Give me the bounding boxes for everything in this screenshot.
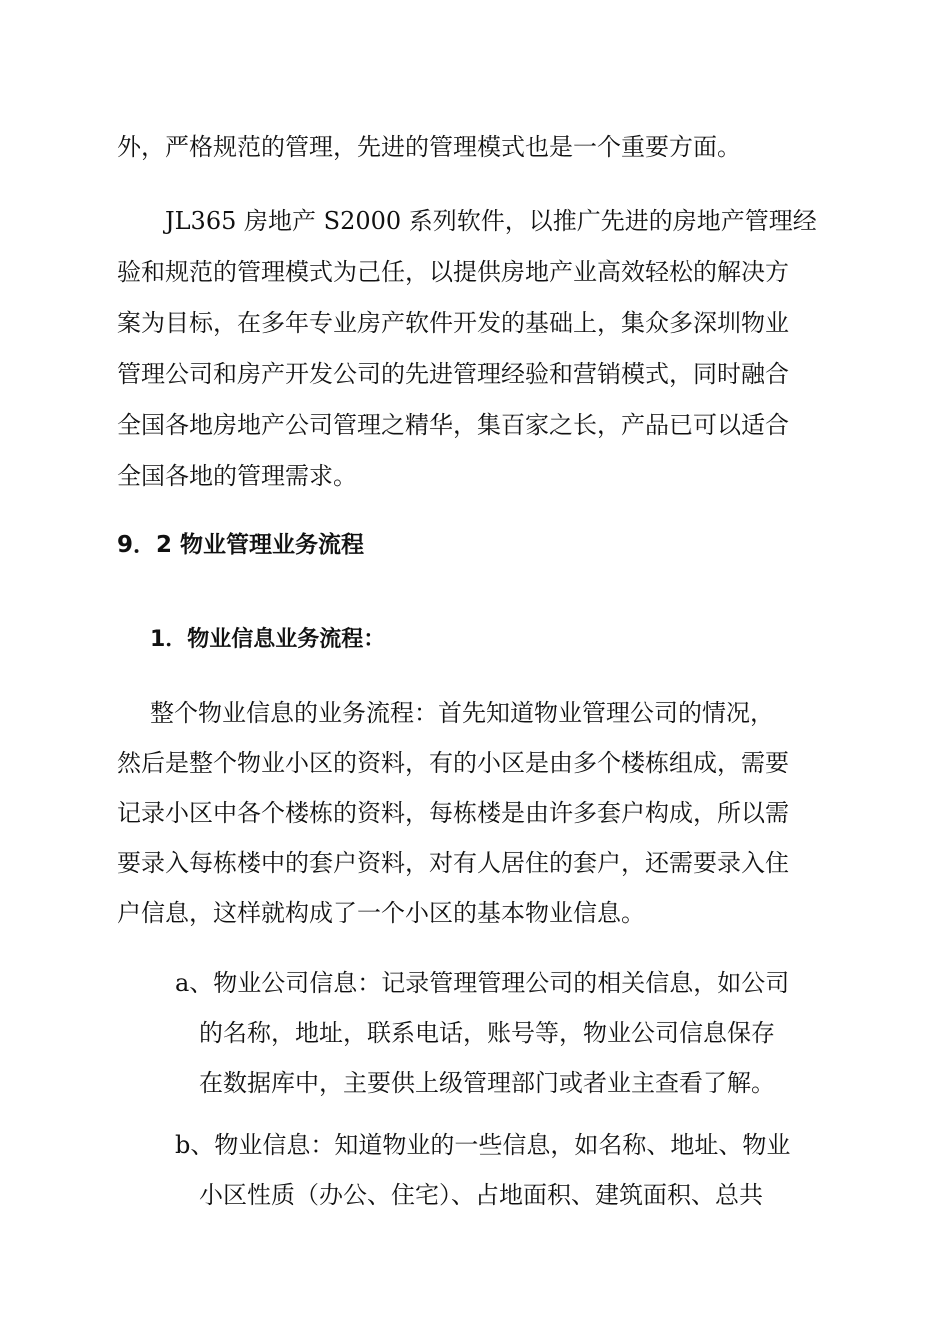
item-a-line-2: 的名称，地址，联系电话，账号等，物业公司信息保存 — [199, 1019, 775, 1047]
flow-line-5: 户信息，这样就构成了一个小区的基本物业信息。 — [117, 899, 645, 927]
item-b-line-1: b、物业信息：知道物业的一些信息，如名称、地址、物业 — [175, 1131, 791, 1159]
jl365-line-6: 全国各地的管理需求。 — [117, 462, 357, 490]
flow-line-1: 整个物业信息的业务流程：首先知道物业管理公司的情况， — [150, 699, 774, 727]
flow-line-4: 要录入每栋楼中的套户资料，对有人居住的套户，还需要录入住 — [117, 849, 789, 877]
jl365-line-5: 全国各地房地产公司管理之精华，集百家之长，产品已可以适合 — [117, 411, 789, 439]
item-b-line-2: 小区性质（办公、住宅）、占地面积、建筑面积、总共 — [199, 1181, 763, 1209]
jl365-line-4: 管理公司和房产开发公司的先进管理经验和营销模式，同时融合 — [117, 360, 789, 388]
flow-line-2: 然后是整个物业小区的资料，有的小区是由多个楼栋组成，需要 — [117, 749, 789, 777]
item-a-line-1: a、物业公司信息：记录管理管理公司的相关信息，如公司 — [175, 969, 790, 997]
jl365-line-2: 验和规范的管理模式为己任，以提供房地产业高效轻松的解决方 — [117, 258, 789, 286]
flow-line-3: 记录小区中各个楼栋的资料，每栋楼是由许多套户构成，所以需 — [117, 799, 789, 827]
jl365-line-3: 案为目标，在多年专业房产软件开发的基础上，集众多深圳物业 — [117, 309, 789, 337]
item-a-line-3: 在数据库中，主要供上级管理部门或者业主查看了解。 — [199, 1069, 775, 1097]
jl365-line-1: JL365 房地产 S2000 系列软件，以推广先进的房地产管理经 — [165, 207, 817, 235]
section-heading: 9．2 物业管理业务流程 — [117, 532, 365, 558]
subsection-heading: 1．物业信息业务流程： — [150, 627, 386, 652]
intro-line-1: 外，严格规范的管理，先进的管理模式也是一个重要方面。 — [117, 133, 741, 161]
